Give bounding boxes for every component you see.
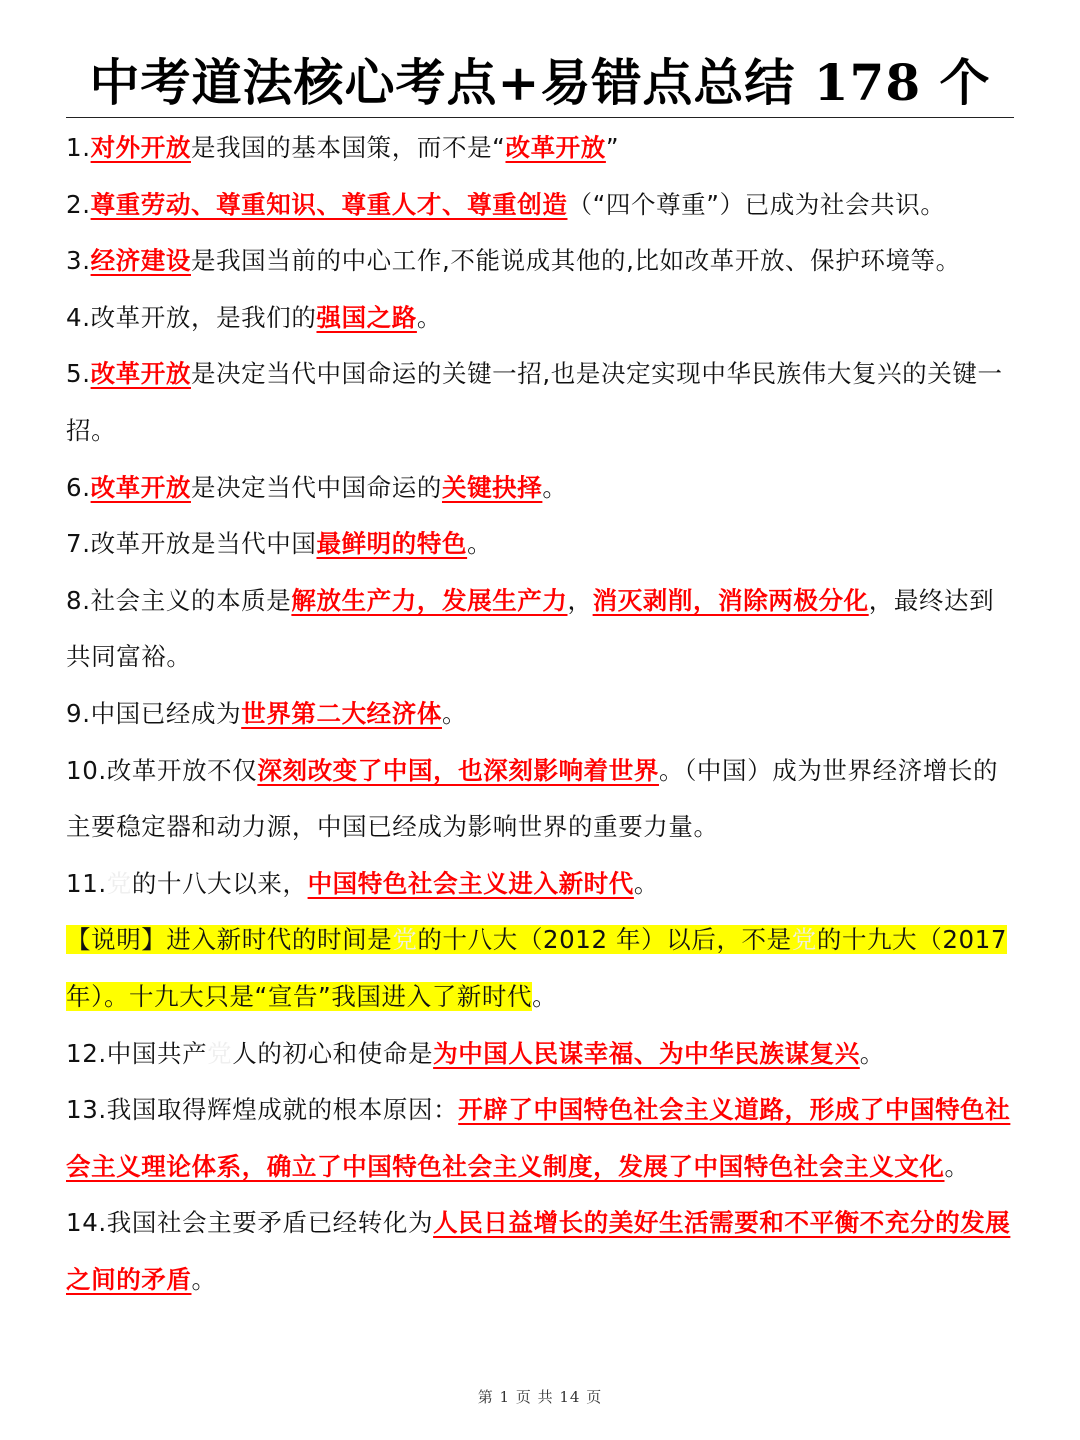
item-text: 社会主义的本质是	[90, 585, 292, 615]
item-text: ，	[567, 585, 593, 615]
note-text: 进入新时代的时间是	[166, 925, 393, 955]
item-text: （“四个尊重”）已成为社会共识。	[567, 189, 946, 219]
note-paragraph	[66, 912, 1014, 1025]
item-text: 中国共产	[106, 1038, 208, 1068]
page-title: 中考道法核心考点+易错点总结 178 个	[89, 53, 991, 112]
highlight-text: 人民日益增长的美好生活需要和不平衡不充分的发展之间的矛盾	[66, 1208, 1011, 1294]
highlight-text: 改革开放	[90, 472, 191, 502]
item-number: 7.	[66, 529, 91, 559]
item-text: 。	[191, 1264, 217, 1294]
item-text: 改革开放是当代中国	[90, 529, 317, 559]
item-text: 是我国的基本国策，而不是“	[190, 133, 506, 162]
item-number: 5.	[66, 359, 91, 389]
item-number: 2.	[66, 189, 91, 219]
item-text: ，最终达到共同富裕。	[66, 585, 995, 672]
item-number: 4.	[66, 302, 91, 332]
item-text: 。	[467, 529, 493, 559]
faint-text: 党	[791, 925, 817, 955]
item-text: 。	[416, 302, 442, 332]
item-text: 是决定当代中国命运的	[190, 472, 442, 502]
list-item	[66, 743, 1014, 856]
item-text: 是我国当前的中心工作,不能说成其他的,比如改革开放、保护环境等。	[190, 246, 961, 276]
item-number: 6.	[66, 472, 91, 502]
list-item	[66, 1195, 1014, 1308]
list-item	[66, 1082, 1014, 1195]
highlight-text: 经济建设	[90, 246, 191, 276]
list-item	[66, 120, 1014, 177]
note-prefix: 【说明】	[66, 925, 167, 955]
item-number: 10.	[66, 755, 107, 785]
item-text: 人的初心和使命是	[232, 1038, 434, 1068]
highlight-text: 改革开放	[505, 133, 606, 162]
item-text: 。	[633, 868, 659, 898]
item-text: 。	[442, 698, 468, 728]
item-number: 14.	[66, 1208, 107, 1238]
note-text: 的十九大（2017 年）。十九大只是“宣告”我国进入了新时代	[66, 925, 1008, 1011]
highlight-text: 尊重劳动、尊重知识、尊重人才、尊重创造	[90, 189, 568, 219]
highlight-text: 开辟了中国特色社会主义道路，形成了中国特色社会主义理论体系，确立了中国特色社会主义制度，发展了中国特色社会主义文化	[66, 1095, 1011, 1181]
highlight-text: 解放生产力，发展生产力	[291, 585, 568, 615]
faint-text: 党	[106, 868, 132, 898]
title-divider	[66, 117, 1014, 118]
highlight-text: 深刻改变了中国，也深刻影响着世界	[257, 755, 659, 785]
list-item	[66, 1026, 1014, 1083]
highlight-text: 世界第二大经济体	[241, 698, 442, 728]
highlight-text: 消灭剥削，消除两极分化	[592, 585, 869, 615]
item-text: 我国取得辉煌成就的根本原因：	[106, 1095, 459, 1125]
list-item	[66, 686, 1014, 743]
item-number: 11.	[66, 868, 107, 898]
note-text: 。	[532, 981, 558, 1011]
item-text: 的十八大以来，	[131, 868, 308, 898]
highlight-text: 中国特色社会主义进入新时代	[307, 868, 634, 898]
item-text: 。	[542, 472, 568, 502]
note-text: 的十八大（2012 年）以后，不是	[417, 925, 792, 955]
item-text: 是决定当代中国命运的关键一招,也是决定实现中华民族伟大复兴的关键一招。	[66, 359, 1003, 445]
item-text: ”	[605, 133, 620, 162]
item-text: 改革开放不仅	[106, 755, 258, 785]
highlight-text: 强国之路	[316, 302, 417, 332]
highlight-text: 对外开放	[90, 133, 191, 162]
list-item	[66, 346, 1014, 459]
list-item	[66, 856, 1014, 913]
faint-text: 党	[392, 925, 418, 955]
item-text: 。	[859, 1038, 885, 1068]
item-text: 。（中国）成为世界经济增长的主要稳定器和动力源，中国已经成为影响世界的重要力量。	[66, 755, 999, 842]
faint-text: 党	[207, 1038, 233, 1068]
content-body	[66, 120, 1014, 1308]
highlight-text: 关键抉择	[441, 472, 543, 502]
highlight-text: 为中国人民谋幸福、为中华民族谋复兴	[433, 1038, 860, 1068]
item-text: 我国社会主要矛盾已经转化为	[106, 1208, 434, 1238]
list-item	[66, 573, 1014, 686]
item-number: 13.	[66, 1095, 107, 1125]
item-number: 9.	[66, 698, 91, 728]
item-text: 中国已经成为	[90, 698, 242, 728]
item-number: 3.	[66, 246, 91, 276]
item-text: 。	[944, 1151, 970, 1181]
highlight-text: 改革开放	[90, 359, 191, 389]
list-item	[66, 460, 1014, 517]
list-item	[66, 290, 1014, 347]
item-number: 12.	[66, 1038, 107, 1068]
list-item	[66, 177, 1014, 234]
item-number: 8.	[66, 585, 91, 615]
list-item	[66, 516, 1014, 573]
list-item	[66, 233, 1014, 290]
highlight-text: 最鲜明的特色	[316, 529, 468, 559]
page-footer: 第 1 页 共 14 页	[477, 1388, 603, 1406]
item-text: 改革开放，是我们的	[90, 302, 317, 332]
item-number: 1.	[66, 133, 91, 162]
